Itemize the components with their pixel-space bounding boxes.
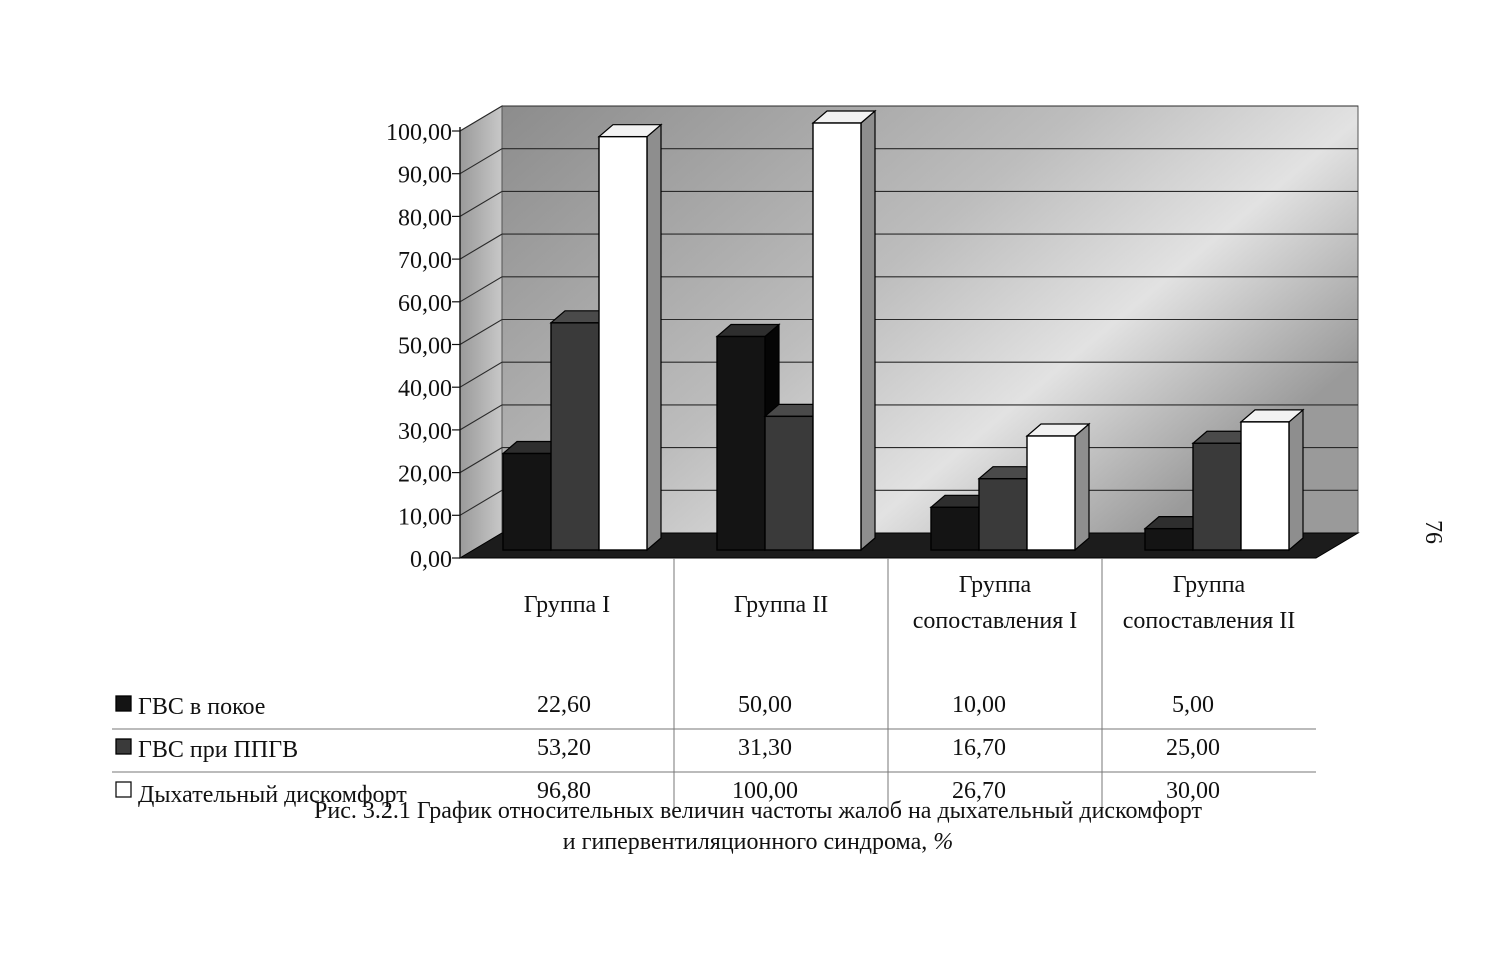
bar (717, 337, 765, 551)
y-tick-label: 40,00 (398, 376, 452, 403)
bar (931, 507, 979, 550)
category-label: Группа I (523, 592, 611, 618)
caption-line-1: Рис. 3.2.1 График относительных величин частоты жалоб на дыхательный дискомфорт (314, 798, 1202, 824)
data-label: 10,00 (952, 692, 1006, 718)
bar (599, 137, 647, 550)
data-label: 96,80 (537, 778, 591, 804)
bar-side (647, 125, 661, 550)
legend-label: ГВС при ППГВ (138, 737, 299, 763)
plot-area (386, 106, 1358, 573)
data-label: 53,20 (537, 735, 591, 761)
y-tick-label: 30,00 (398, 418, 452, 445)
y-tick-label: 20,00 (398, 461, 452, 488)
legend-label: Дыхательный дискомфорт (138, 782, 407, 808)
bar (1027, 436, 1075, 550)
figure-caption (0, 796, 1496, 858)
legend-key (116, 739, 131, 754)
y-tick-label: 60,00 (398, 290, 452, 317)
category-label: сопоставления I (912, 608, 1078, 634)
y-tick-label: 80,00 (398, 205, 452, 232)
bar (551, 323, 599, 550)
caption-line-2 (0, 827, 1496, 858)
caption-unit: % (933, 829, 954, 855)
data-label: 30,00 (1166, 778, 1220, 804)
y-tick-label: 10,00 (398, 504, 452, 531)
y-tick-label: 0,00 (410, 547, 452, 573)
bar (765, 416, 813, 550)
y-tick-label: 70,00 (398, 248, 452, 275)
y-tick-label: 50,00 (398, 333, 452, 360)
data-label: 50,00 (738, 692, 792, 718)
data-label: 25,00 (1166, 735, 1220, 761)
data-label: 16,70 (952, 735, 1006, 761)
bar-side (1075, 424, 1089, 550)
bar (1241, 422, 1289, 550)
data-table (112, 558, 1316, 815)
data-label: 5,00 (1172, 692, 1214, 718)
caption-line-2-text: и гипервентиляционного синдрома, (562, 829, 928, 855)
bar (1145, 529, 1193, 550)
category-label: Группа II (733, 592, 829, 618)
data-label: 100,00 (732, 778, 798, 804)
data-label: 31,30 (738, 735, 792, 761)
category-label: Группа (958, 572, 1032, 598)
data-label: 22,60 (537, 692, 591, 718)
bar (813, 123, 861, 550)
bar (1193, 443, 1241, 550)
legend-key (116, 696, 131, 711)
bar-side (1289, 410, 1303, 550)
category-label: Группа (1172, 572, 1246, 598)
y-tick-label: 100,00 (386, 120, 452, 146)
bar (503, 453, 551, 550)
bar-side (861, 111, 875, 550)
legend-label: ГВС в покое (138, 694, 266, 720)
legend-key (116, 782, 131, 797)
bar (979, 479, 1027, 550)
category-label: сопоставления II (1122, 608, 1296, 634)
y-tick-label: 90,00 (398, 162, 452, 189)
data-label: 26,70 (952, 778, 1006, 804)
page-number: 76 (1420, 520, 1446, 544)
